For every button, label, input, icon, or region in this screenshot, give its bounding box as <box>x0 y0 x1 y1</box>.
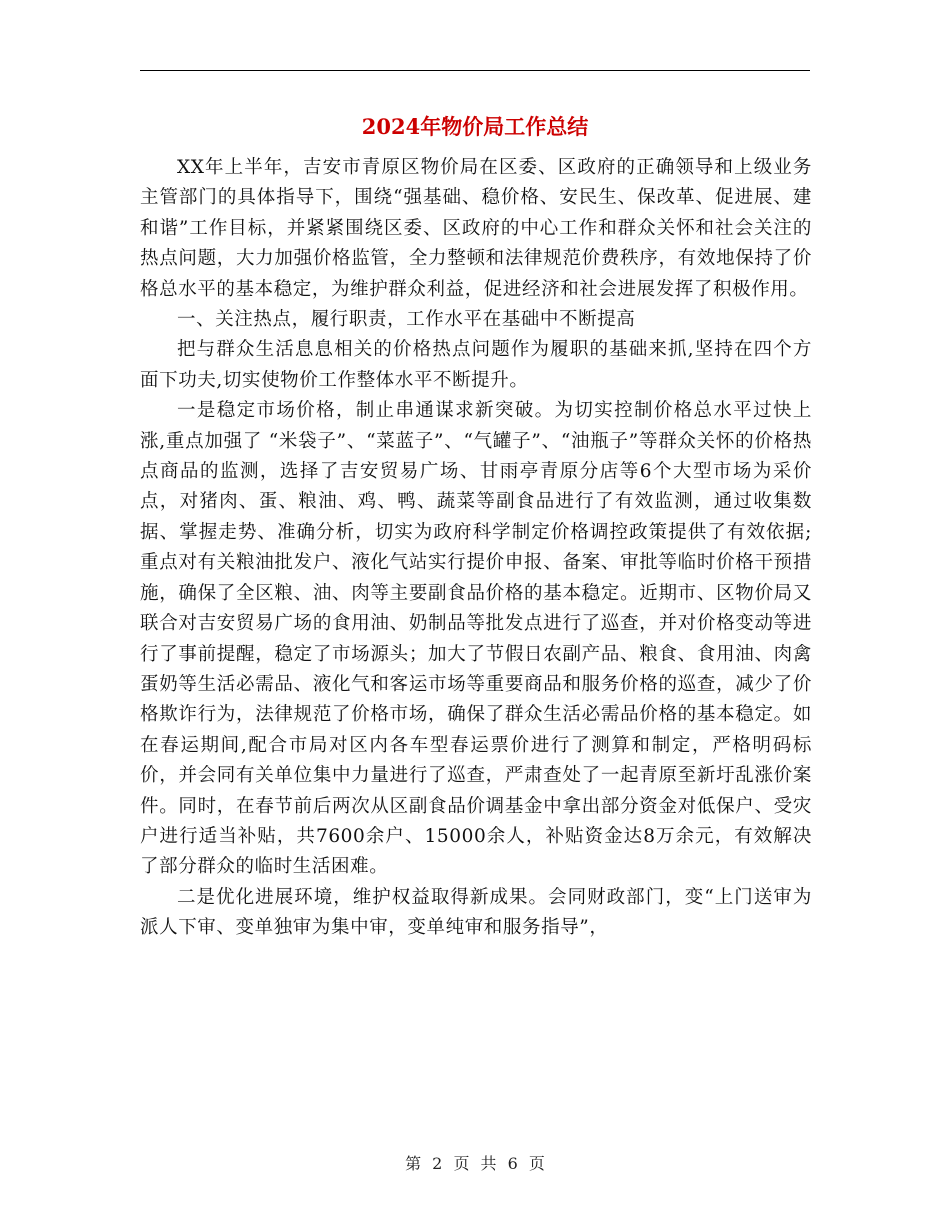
paragraph-point-two: 二是优化进展环境，维护权益取得新成果。会同财政部门，变“上门送审为派人下审、变单独审为集中审，变单纯审和服务指导”， <box>140 886 812 939</box>
header-rule <box>140 70 810 71</box>
page-number-footer: 第 2 页 共 6 页 <box>405 1154 545 1173</box>
paragraph-intro: XX年上半年，吉安市青原区物价局在区委、区政府的正确领导和上级业务主管部门的具体指导下，围绕“强基础、稳价格、安民生、保改革、促进展、建和谐”工作目标，并紧紧围绕区委、区政府的中心工作和群众关怀和社会关注的热点问题，大力加强价格监管，全力整顿和法律规范价费秩序，有效地保持了价格总水平的基本稳定，为维护群众利益，促进经济和社会进展发挥了积极作用。 <box>140 157 812 300</box>
document-title: 2024年物价局工作总结 <box>361 114 589 139</box>
paragraph-point-one: 一是稳定市场价格，制止串通谋求新突破。为切实控制价格总水平过快上涨,重点加强了 “米袋子”、“菜蓝子”、“气罐子”、“油瓶子”等群众关怀的价格热点商品的监测，选择了吉安贸易广场、甘雨亭青原分店等6个大型市场为采价点，对猪肉、蛋、粮油、鸡、鸭、蔬菜等副食品进行了有效监测，通过收集数据、掌握走势、准确分析，切实为政府科学制定价格调控政策提供了有效依据;重点对有关粮油批发户、液化气站实行提价申报、备案、审批等临时价格干预措施，确保了全区粮、油、肉等主要副食品价格的基本稳定。近期市、区物价局又联合对吉安贸易广场的食用油、奶制品等批发点进行了巡查，并对价格变动等进行了事前提醒，稳定了市场源头；加大了节假日农副产品、粮食、食用油、肉禽蛋奶等生活必需品、液化气和客运市场等重要商品和服务价格的巡查，减少了价格欺诈行为，法律规范了价格市场，确保了群众生活必需品价格的基本稳定。如在春运期间,配合市局对区内各车型春运票价进行了测算和制定，严格明码标价，并会同有关单位集中力量进行了巡查，严肃查处了一起青原至新圩乱涨价案件。同时，在春节前后两次从区副食品价调基金中拿出部分资金对低保户、受灾户进行适当补贴，共7600余户、15000余人，补贴资金达8万余元，有效解决了部分群众的临时生活困难。 <box>140 400 812 878</box>
paragraph-overview: 把与群众生活息息相关的价格热点问题作为履职的基础来抓,坚持在四个方面下功夫,切实使物价工作整体水平不断提升。 <box>140 339 812 391</box>
document-body <box>140 153 812 944</box>
section-heading: 一、关注热点，履行职责，工作水平在基础中不断提高 <box>177 309 636 331</box>
